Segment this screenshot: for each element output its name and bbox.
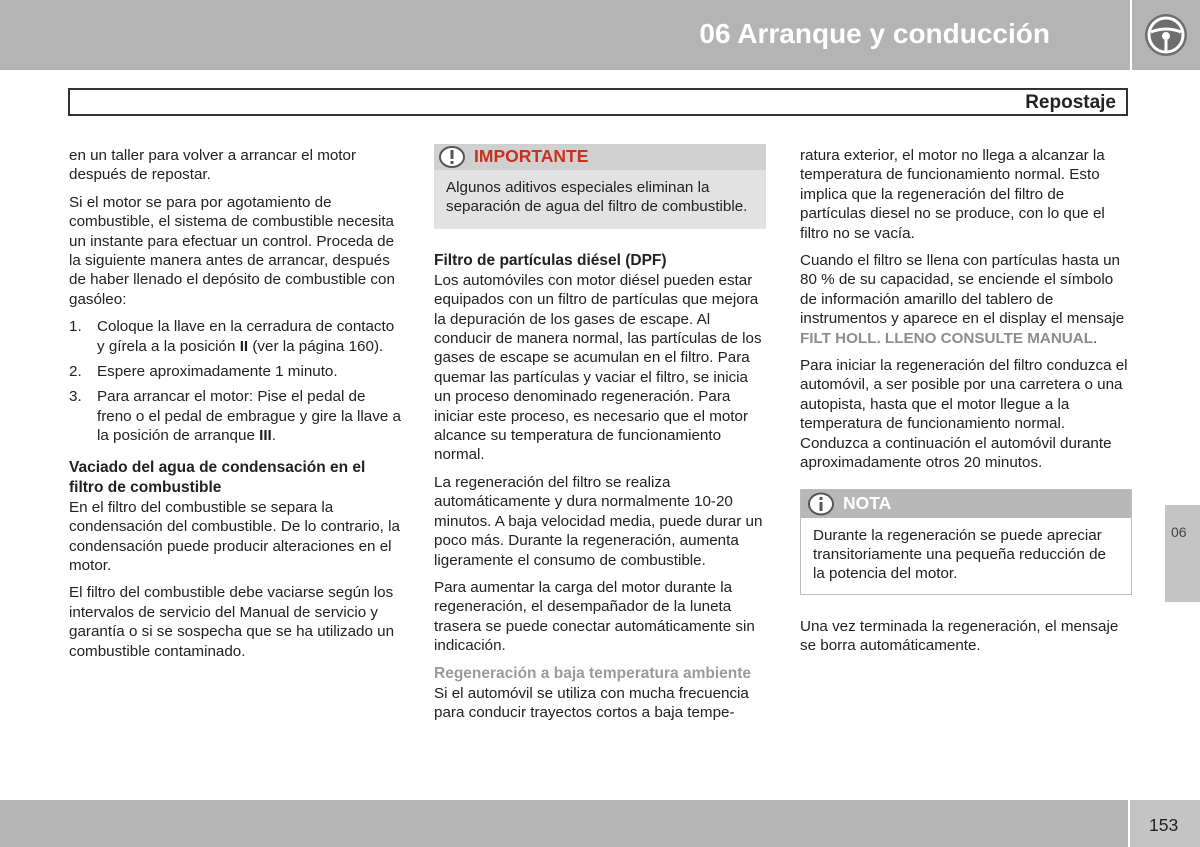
paragraph: ratura exterior, el motor no llega a alcanzar la temperatura de funcionamiento normal. Esto implica que la regeneración del filtro de partículas diesel no se produce, con lo que el filtro no se vacía. (800, 147, 1105, 242)
step-text: Coloque la llave en la cerradura de contacto y gírela a la posición (97, 318, 395, 355)
step-bold: III (259, 427, 272, 445)
important-text: Algunos aditivos especiales eliminan la separación de agua del filtro de combustible. (446, 179, 748, 216)
step-number: 2. (69, 363, 82, 381)
step-item (69, 362, 401, 381)
chapter-icon-box (1132, 0, 1200, 70)
paragraph: Si el motor se para por agotamiento de combustible, el sistema de combustible necesita un instante para efectuar un control. Proceda de la siguiente manera antes de arrancar, después de haber llenado el depósito de combustible con gasóleo: (69, 193, 395, 308)
page-number: 153 (1149, 815, 1179, 835)
chapter-side-tab (1165, 505, 1200, 602)
step-text: Para arrancar el motor: Pise el pedal de freno o el pedal de embrague y gire la llave a la posición de arranque (97, 388, 401, 445)
chapter-side-tab-label: 06 (1171, 524, 1187, 540)
paragraph: En el filtro del combustible se separa la condensación del combustible. De lo contrario, la condensación puede producir alteraciones en el motor. (69, 498, 400, 574)
steering-wheel-icon (1132, 0, 1200, 70)
step-text: . (271, 427, 277, 445)
steps-list (69, 317, 401, 445)
display-message: FILT HOLL. LLENO CONSULTE MANUAL (800, 329, 1094, 347)
note-box (800, 489, 1132, 595)
step-number: 1. (69, 318, 82, 336)
subheading: Regeneración a baja temperatura ambiente (434, 664, 752, 682)
paragraph (800, 251, 1132, 348)
step-item (69, 317, 401, 356)
footer-bar (0, 800, 1128, 847)
chapter-header (0, 0, 1130, 70)
paragraph: Una vez terminada la regeneración, el mensaje se borra automáticamente. (800, 617, 1119, 655)
chapter-title: 06 Arranque y conducción (699, 18, 1050, 49)
paragraph-text: . (1093, 329, 1098, 347)
step-text: Espere aproximadamente 1 minuto. (97, 363, 338, 381)
column-1 (69, 146, 401, 669)
warning-icon (438, 146, 466, 168)
note-text: Durante la regeneración se puede apreciar transitoriamente una pequeña reducción de la potencia del motor. (813, 526, 1106, 583)
paragraph: La regeneración del filtro se realiza automáticamente y dura normalmente 10-20 minutos. A baja velocidad media, puede durar un poco más. Durante la regeneración, aumenta ligeramente el consumo de combustible. (434, 473, 763, 569)
important-label: IMPORTANTE (474, 146, 589, 166)
paragraph: El filtro del combustible debe vaciarse según los intervalos de servicio del Manual de servicio y garantía o si se sospecha que se ha utilizado un combustible contaminado. (69, 584, 395, 660)
section-title: Repostaje (1025, 92, 1116, 113)
info-icon (806, 492, 836, 516)
paragraph-text: Cuando el filtro se llena con partículas hasta un 80 % de su capacidad, se enciende el símbolo de información amarillo del tablero de instrumentos y aparece en el display el mensaje (800, 252, 1125, 328)
paragraph: Para aumentar la carga del motor durante la regeneración, el desempañador de la luneta trasera se puede conectar automáticamente sin indicación. (434, 578, 755, 655)
step-bold: II (239, 337, 249, 355)
column-3 (800, 146, 1132, 664)
subheading: Vaciado del agua de condensación en el filtro de combustible (69, 458, 366, 496)
paragraph: en un taller para volver a arrancar el motor después de repostar. (69, 147, 357, 184)
section-title-box (68, 88, 1128, 116)
paragraph: Para iniciar la regeneración del filtro conduzca el automóvil, a ser posible por una carretera o una autopista, hasta que el motor llegue a la temperatura de funcionamiento normal. Conduzca a continuación el automóvil durante aproximadamente otros 20 minutos. (800, 357, 1128, 472)
paragraph: Si el automóvil se utiliza con mucha frecuencia para conducir trayectos cortos a baja tempe- (434, 684, 749, 721)
note-header (801, 490, 1131, 518)
paragraph: Los automóviles con motor diésel pueden estar equipados con un filtro de partículas que mejora la depuración de los gases de escape. Al conducir de manera normal, las partículas de los gases de escape se acumulan en el filtro. Para quemar las partículas y vaciar el filtro, se inicia un proceso denominado regeneración. Para iniciar este proceso, es necesario que el motor alcance su temperatura de funcionamiento normal. (434, 271, 762, 464)
important-box (434, 144, 766, 229)
step-number: 3. (69, 388, 82, 406)
step-text: (ver la página 160). (248, 337, 384, 355)
subheading: Filtro de partículas diésel (DPF) (434, 251, 667, 269)
note-label: NOTA (843, 492, 892, 513)
important-header (434, 144, 766, 170)
column-2 (434, 146, 766, 730)
step-item (69, 387, 401, 445)
